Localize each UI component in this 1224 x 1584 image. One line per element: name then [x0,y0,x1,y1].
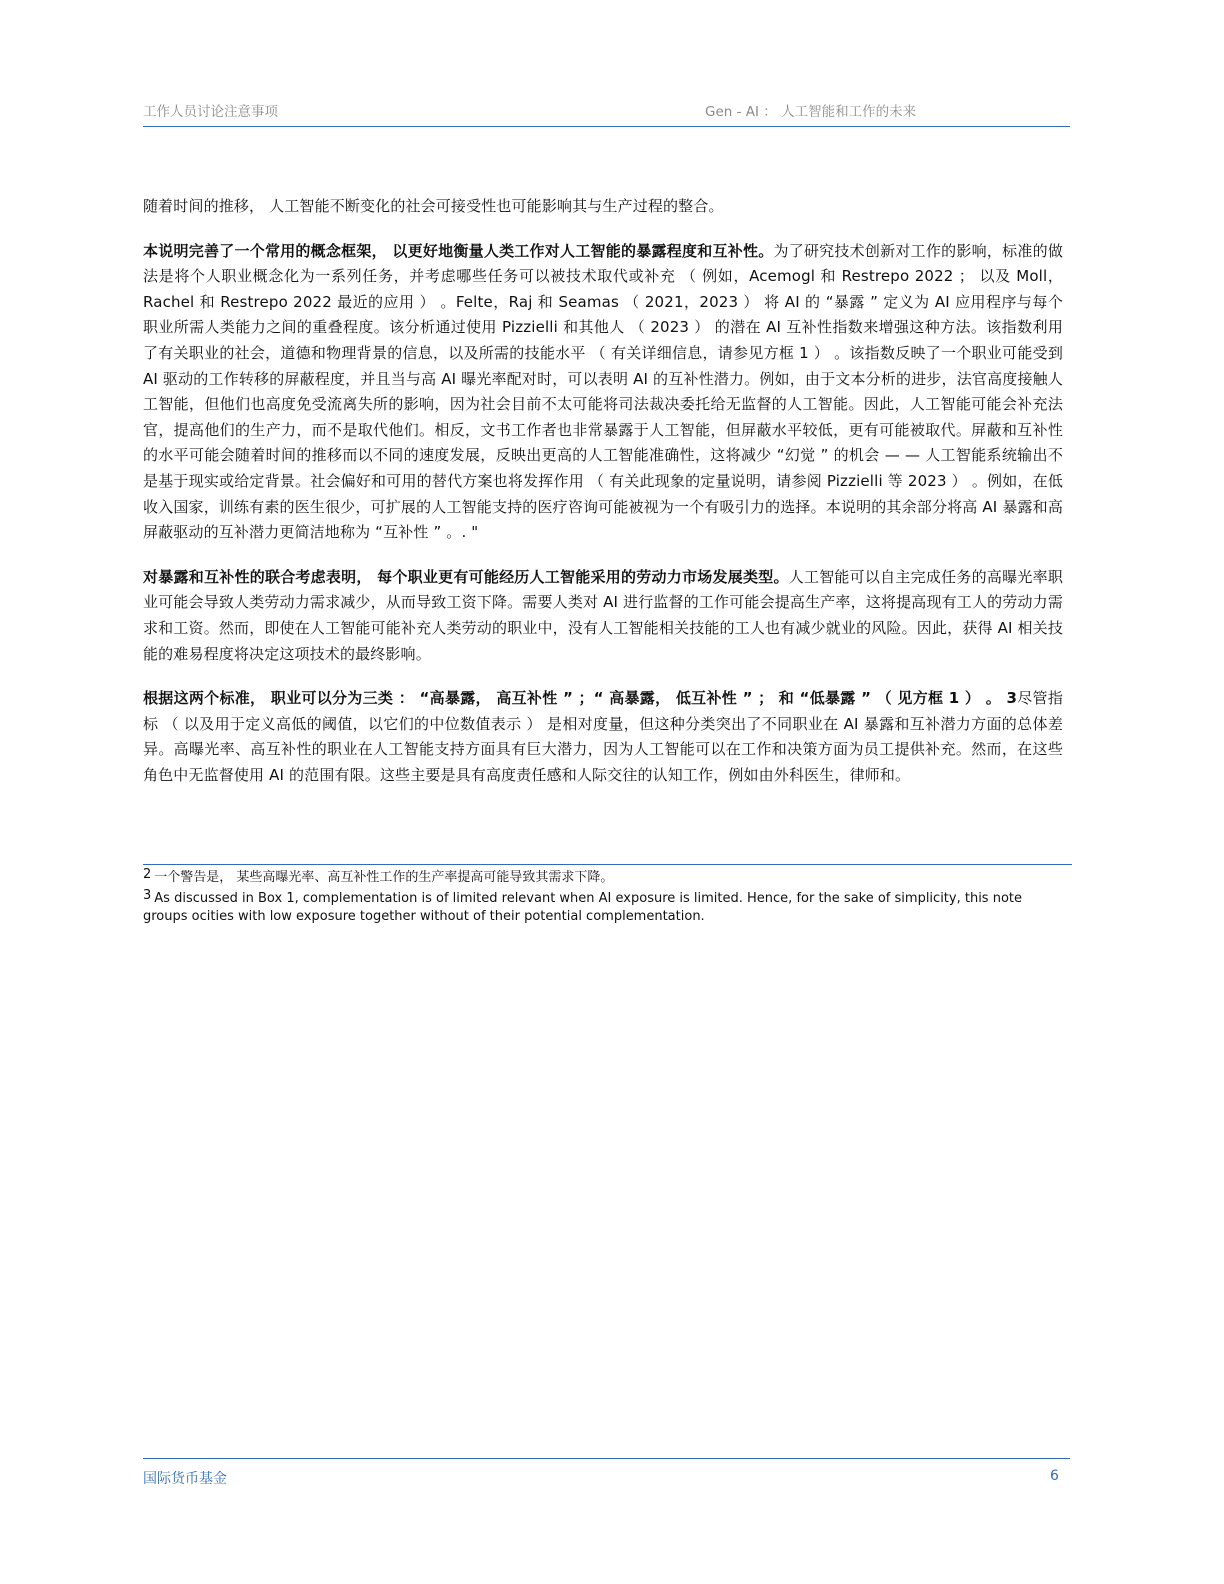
footnote-divider [143,864,1072,865]
paragraph-1 [143,194,1063,220]
footnote-2 [143,866,1043,887]
paragraph-4-lead: 根据这两个标准， 职业可以分为三类 ： “高暴露， 高互补性 ” ；“ 高暴露， 低互补性 ” ； 和 “低暴露 ” （ 见方框 1 ） 。 3 [143,689,1018,708]
paragraph-3 [143,565,1063,667]
footer-organization: 国际货币基金 [143,1471,227,1487]
paragraph-3-text: 人工智能可以自主完成任务的高曝光率职业可能会导致人类劳动力需求减少，从而导致工资下降。需要人类对 AI 进行监督的工作可能会提高生产率，这将提高现有工人的劳动力需求和工资。然而，即使在人工智能可能补充人类劳动的职业中，没有人工智能相关技能的工人也有减少就业的风险。因此，获得 AI 相关技能的难易程度将决定这项技术的最终影响。 [143,567,1063,663]
paragraph-4 [143,686,1063,788]
footnote-2-number: 2 [143,867,152,882]
page-number: 6 [1050,1468,1059,1484]
paragraph-4-text: 尽管指标 （ 以及用于定义高低的阈值，以它们的中位数值表示 ） 是相对度量，但这种分类突出了不同职业在 AI 暴露和互补潜力方面的总体差异。高曝光率、高互补性的职业在人工智能支持方面具有巨大潜力，因为人工智能可以在工作和决策方面为员工提供补充。然而，在这些角色中无监督使用 AI 的范围有限。这些主要是具有高度责任感和人际交往的认知工作，例如由外科医生，律师和。 [143,689,1064,784]
paragraph-3-lead: 对暴露和互补性的联合考虑表明， 每个职业更有可能经历人工智能采用的劳动力市场发展类型。 [143,567,789,586]
main-body [143,194,1063,807]
paragraph-2-text: 为了研究技术创新对工作的影响，标准的做法是将个人职业概念化为一系列任务，并考虑哪些任务可以被技术取代或补充 （ 例如，Acemogl 和 Restrepo 2022 ； 以及 Moll，Rachel 和 Restrepo 2022 最近的应用 ） 。Felte，Raj 和 Seamas （ 2021，2023 ） 将 AI 的 “暴露 ” 定义为 AI 应用程序与每个职业所需人类能力之间的重叠程度。该分析通过使用 Pizzielli 和其他人 （ 2023 ） 的潜在 AI 互补性指数来增强这种方法。该指数利用了有关职业的社会，道德和物理背景的信息，以及所需的技能水平 （ 有关详细信息，请参见方框 1 ） 。该指数反映了一个职业可能受到 AI 驱动的工作转移的屏蔽程度，并且当与高 AI 曝光率配对时，可以表明 AI 的互补性潜力。例如，由于文本分析的进步，法官高度接触人工智能，但他们也高度免受流离失所的影响，因为社会目前不太可能将司法裁决委托给无监督的人工智能。因此，人工智能可能会补充法官，提高他们的生产力，而不是取代他们。相反，文书工作者也非常暴露于人工智能，但屏蔽水平较低，更有可能被取代。屏蔽和互补性的水平可能会随着时间的推移而以不同的速度发展，反映出更高的人工智能准确性，这将减少 “幻觉 ” 的机会 — — 人工智能系统输出不是基于现实或给定背景。社会偏好和可用的替代方案也将发挥作用 （ 有关此现象的定量说明，请参阅 Pizzielli 等 2023 ） 。例如，在低收入国家，训练有素的医生很少，可扩展的人工智能支持的医疗咨询可能被视为一个有吸引力的选择。本说明的其余部分将高 AI 暴露和高屏蔽驱动的互补潜力更简洁地称为 “互补性 ” 。. " [143,241,1063,542]
footnotes [143,866,1043,926]
footnote-3-text: As discussed in Box 1, complementation is of limited relevant when AI exposure is limited. Hence, for the sake of simplicity, this note groups ocities with low exposure together without of their potential complementation. [143,891,1022,924]
paragraph-2-lead: 本说明完善了一个常用的概念框架， 以更好地衡量人类工作对人工智能的暴露程度和互补性。 [143,241,774,260]
footnote-2-text: 一个警告是， 某些高曝光率、高互补性工作的生产率提高可能导致其需求下降。 [154,870,614,885]
paragraph-2 [143,239,1063,546]
footnote-3-number: 3 [143,888,152,903]
running-header-left: 工作人员讨论注意事项 [143,104,278,120]
paragraph-1-text: 随着时间的推移， 人工智能不断变化的社会可接受性也可能影响其与生产过程的整合。 [143,197,724,215]
footnote-3 [143,887,1043,926]
footer-divider [143,1458,1070,1459]
running-header-right: Gen - AI ： 人工智能和工作的未来 [705,104,917,120]
header-divider [143,126,1070,127]
